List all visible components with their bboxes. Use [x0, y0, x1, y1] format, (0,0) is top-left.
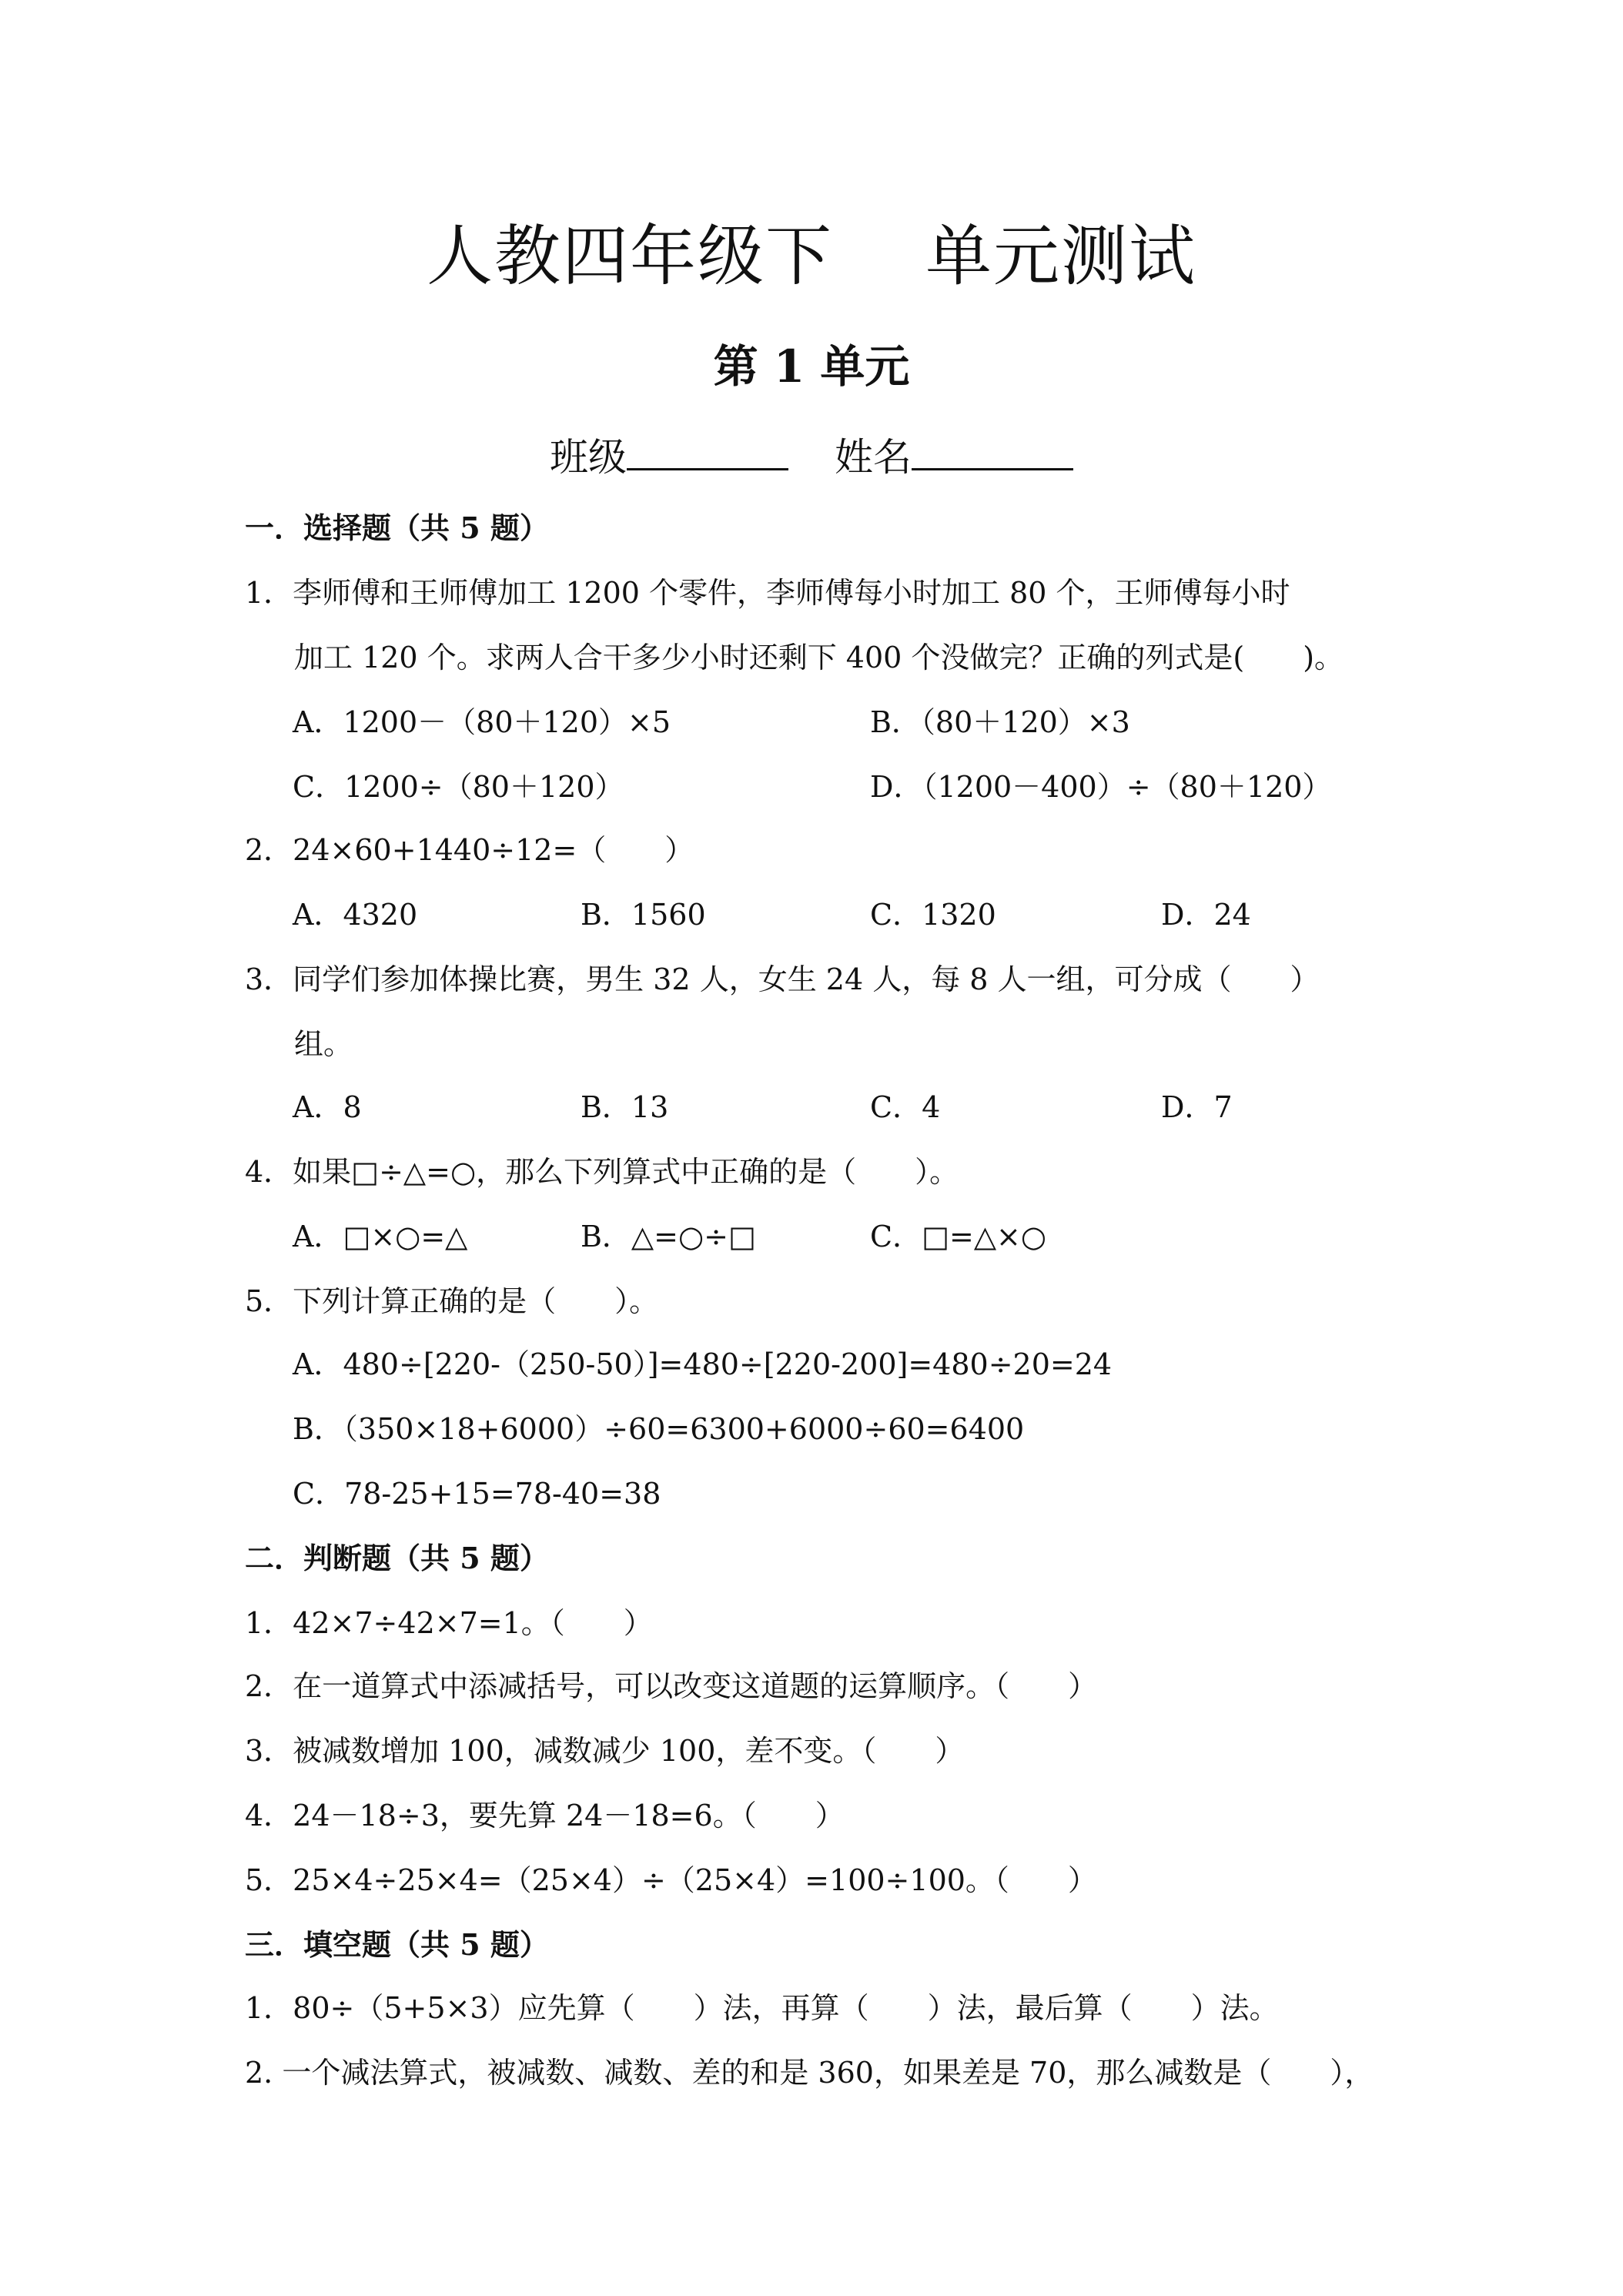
- choice-q1-option-b: B．（80＋120）×3: [870, 705, 1130, 739]
- choice-q3-line2: 组。: [294, 1027, 353, 1061]
- choice-q2-option-b: B．1560: [581, 898, 706, 932]
- choice-q2: 2．24×60+1440÷12=（ ）: [245, 833, 694, 867]
- judge-q5: 5．25×4÷25×4=（25×4）÷（25×4）=100÷100。（ ）: [245, 1863, 1097, 1897]
- title-right: 单元测试: [925, 218, 1196, 295]
- choice-q4-option-b: B．△=○÷□: [581, 1220, 756, 1253]
- choice-q5-option-c: C．78-25+15=78-40=38: [293, 1477, 661, 1511]
- choice-q1-line1: 1．李师傅和王师傅加工 1200 个零件，李师傅每小时加工 80 个，王师傅每小时: [245, 576, 1290, 610]
- class-blank[interactable]: [627, 427, 788, 470]
- class-label: 班级: [550, 435, 627, 480]
- page-title: [0, 214, 1623, 299]
- choice-q3-line1: 3．同学们参加体操比赛，男生 32 人，女生 24 人，每 8 人一组，可分成（ ）: [245, 962, 1320, 996]
- name-blank[interactable]: [912, 427, 1073, 470]
- student-info-line: [0, 427, 1623, 485]
- judge-q1: 1．42×7÷42×7=1。（ ）: [245, 1606, 653, 1640]
- choice-q2-option-d: D．24: [1161, 898, 1251, 932]
- section-heading-fill-blank: 三．填空题（共 5 题）: [245, 1927, 549, 1962]
- choice-q2-option-c: C．1320: [870, 898, 996, 932]
- choice-q1-option-c: C．1200÷（80＋120）: [293, 770, 624, 804]
- judge-q2: 2．在一道算式中添减括号，可以改变这道题的运算顺序。（ ）: [245, 1669, 1098, 1703]
- choice-q5-option-a: A．480÷[220-（250-50）]=480÷[220-200]=480÷20=24: [293, 1347, 1113, 1381]
- unit-subtitle: 第 1 单元: [713, 340, 910, 393]
- choice-q3-option-c: C．4: [870, 1090, 941, 1124]
- choice-q1-option-d: D．（1200－400）÷（80＋120）: [870, 770, 1332, 804]
- choice-q4-option-a: A．□×○=△: [293, 1220, 468, 1253]
- choice-q3-option-d: D．7: [1161, 1090, 1233, 1124]
- name-label: 姓名: [835, 435, 912, 480]
- choice-q5: 5．下列计算正确的是（ ）。: [245, 1284, 659, 1318]
- choice-q4-option-c: C．□=△×○: [870, 1220, 1047, 1253]
- fill-q1: 1．80÷（5+5×3）应先算（ ）法，再算（ ）法，最后算（ ）法。: [245, 1991, 1279, 2025]
- choice-q4: 4．如果□÷△=○，那么下列算式中正确的是（ ）。: [245, 1155, 959, 1189]
- choice-q2-option-a: A．4320: [293, 898, 418, 932]
- choice-q1-line2: 加工 120 个。求两人合干多少小时还剩下 400 个没做完？正确的列式是( )。: [294, 641, 1344, 674]
- title-left: 人教四年级下: [427, 218, 833, 295]
- choice-q3-option-a: A．8: [293, 1090, 362, 1124]
- section-heading-choice: 一．选择题（共 5 题）: [245, 510, 549, 545]
- section-heading-judgement: 二．判断题（共 5 题）: [245, 1541, 549, 1575]
- choice-q3-option-b: B．13: [581, 1090, 669, 1124]
- fill-q2: 2. 一个减法算式，被减数、减数、差的和是 360，如果差是 70，那么减数是（ ），: [245, 2056, 1374, 2090]
- judge-q4: 4．24－18÷3，要先算 24－18=6。（ ）: [245, 1799, 845, 1832]
- choice-q1-option-a: A．1200－（80＋120）×5: [293, 705, 671, 739]
- judge-q3: 3．被减数增加 100，减数减少 100，差不变。（ ）: [245, 1734, 965, 1768]
- choice-q5-option-b: B．（350×18+6000）÷60=6300+6000÷60=6400: [293, 1412, 1025, 1446]
